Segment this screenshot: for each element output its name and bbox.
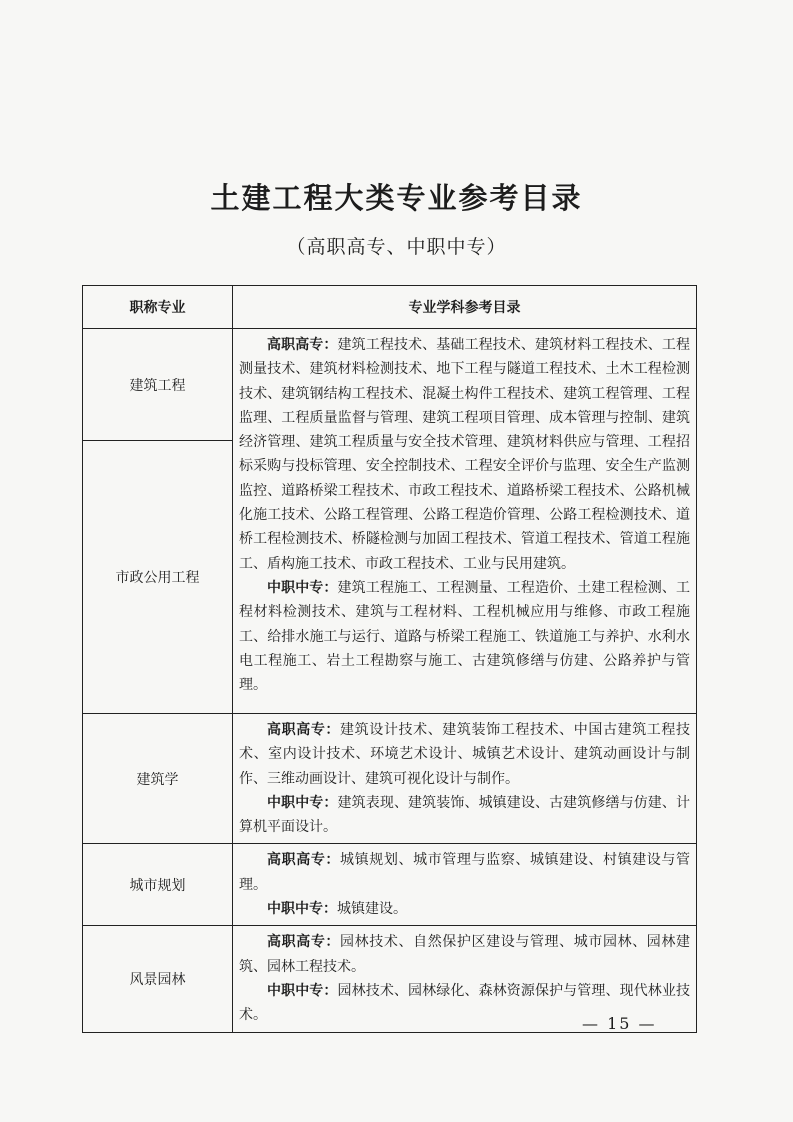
row-catalog-cell (233, 844, 697, 926)
title-construction-engineering: 建筑工程 (83, 329, 232, 441)
table-header-row (83, 286, 697, 329)
title-urban-planning: 城市规划 (83, 844, 233, 926)
secondary-vocational-label: 中职中专： (267, 794, 338, 811)
higher-vocational-text: 建筑设计技术、建筑装饰工程技术、中国古建筑工程技术、室内设计技术、环境艺术设计、城镇艺术设计、建筑动画设计与制作、三维动画设计、建筑可视化设计与制作。 (239, 722, 691, 787)
secondary-vocational-text: 园林技术、园林绿化、森林资源保护与管理、现代林业技术。 (239, 982, 691, 1024)
header-catalog-cell: 专业学科参考目录 (233, 286, 697, 329)
higher-vocational-label: 高职高专： (267, 337, 338, 353)
table-row (83, 329, 697, 714)
secondary-vocational-paragraph (239, 576, 690, 697)
catalog-table (82, 285, 697, 1033)
page-number: — 15 — (582, 1014, 657, 1033)
page-subtitle: （高职高专、中职中专） (286, 236, 507, 258)
secondary-vocational-label: 中职中专： (267, 982, 338, 999)
row-catalog-cell (233, 714, 697, 844)
higher-vocational-text: 园林技术、自然保护区建设与管理、城市园林、园林建筑、园林工程技术。 (239, 934, 691, 975)
higher-vocational-label: 高职高专： (267, 852, 341, 869)
higher-vocational-paragraph (239, 718, 690, 791)
header-title-cell: 职称专业 (83, 286, 233, 329)
row-catalog-cell (233, 329, 697, 714)
title-landscape-architecture: 风景园林 (83, 926, 233, 1032)
secondary-vocational-text: 城镇建设。 (337, 901, 407, 918)
table-row (83, 844, 697, 926)
secondary-vocational-text: 建筑工程施工、工程测量、工程造价、土建工程检测、工程材料检测技术、建筑与工程材料、工程机械应用与维修、市政工程施工、给排水施工与运行、道路与桥梁工程施工、铁道施工与养护、水利水电工程施工、岩土工程勘察与施工、古建筑修缮与仿建、公路养护与管理。 (239, 579, 691, 694)
table-row (83, 714, 697, 844)
page-title: 土建工程大类专业参考目录 (210, 181, 583, 215)
higher-vocational-label: 高职高专： (267, 934, 341, 951)
higher-vocational-text: 建筑工程技术、基础工程技术、建筑材料工程技术、工程测量技术、建筑材料检测技术、地下工程与隧道工程技术、土木工程检测技术、建筑钢结构工程技术、混凝土构件工程技术、建筑工程管理、工程监理、工程质量监督与管理、建筑工程项目管理、成本管理与控制、建筑经济管理、建筑工程质量与安全技术管理、建筑材料供应与管理、工程招标采购与投标管理、安全控制技术、工程安全评价与监理、安全生产监测监控、道路桥梁工程技术、市政工程技术、道路桥梁工程技术、公路机械化施工技术、公路工程管理、公路工程造价管理、公路工程检测技术、道桥工程检测技术、桥隧检测与加固工程技术、管道工程技术、管道工程施工、盾构施工技术、市政工程技术、工业与民用建筑。 (239, 337, 691, 572)
title-architecture: 建筑学 (83, 714, 233, 844)
secondary-vocational-paragraph (239, 791, 690, 840)
secondary-vocational-label: 中职中专： (267, 901, 337, 918)
row-title-cell (83, 329, 233, 714)
secondary-vocational-paragraph (239, 897, 690, 921)
secondary-vocational-label: 中职中专： (267, 579, 338, 596)
higher-vocational-text: 城镇规划、城市管理与监察、城镇建设、村镇建设与管理。 (239, 852, 691, 893)
higher-vocational-paragraph (239, 848, 690, 897)
title-municipal-engineering: 市政公用工程 (115, 570, 200, 586)
higher-vocational-label: 高职高专： (267, 722, 341, 738)
secondary-vocational-text: 建筑表现、建筑装饰、城镇建设、古建筑修缮与仿建、计算机平面设计。 (239, 794, 691, 836)
higher-vocational-paragraph (239, 333, 690, 576)
higher-vocational-paragraph (239, 930, 690, 979)
